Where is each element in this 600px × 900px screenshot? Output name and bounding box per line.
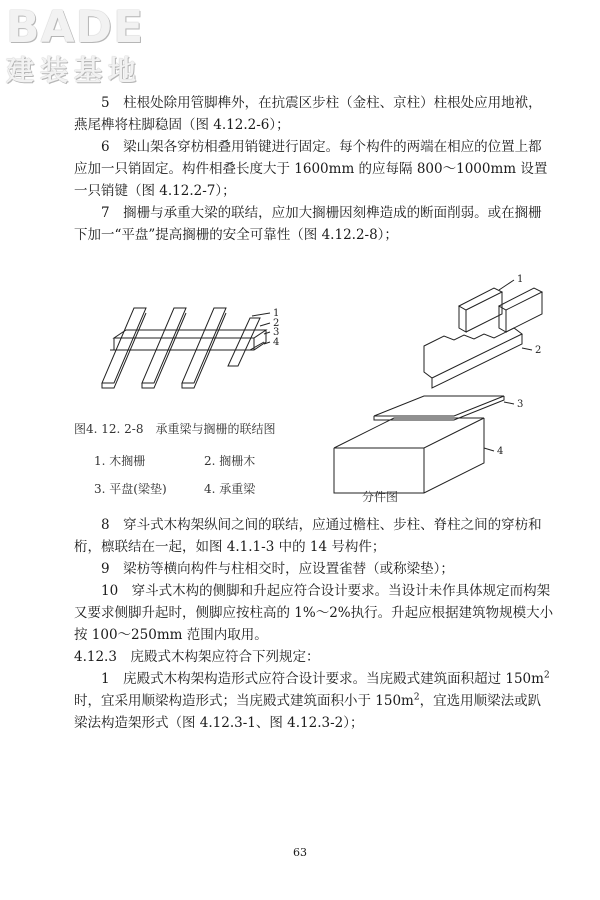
paragraph-8: 8 穿斗式木构架纵间之间的联结，应通过檐柱、步柱、脊柱之间的穿枋和桁，檩联结在一起，如图 4.1.1-3 中的 14 号构件； bbox=[74, 517, 542, 555]
part-notched bbox=[424, 328, 522, 388]
joist-4 bbox=[228, 318, 260, 366]
superscript-2a: 2 bbox=[543, 670, 550, 681]
callout-left-3: 3 bbox=[273, 327, 280, 338]
legend-1: 1. 木搁栅 bbox=[94, 454, 146, 468]
part-plate bbox=[374, 396, 504, 420]
figure-caption: 图4. 12. 2-8 承重梁与搁栅的联结图 bbox=[74, 422, 276, 436]
legend-4: 4. 承重梁 bbox=[204, 482, 256, 496]
paragraph-9: 9 梁枋等横向构件与柱相交时，应设置雀替（或称梁垫）； bbox=[101, 561, 454, 577]
callout-left-4: 4 bbox=[273, 337, 280, 348]
legend-3: 3. 平盘(梁垫) bbox=[94, 482, 167, 496]
logo-subtitle: 建装基地 bbox=[6, 54, 143, 87]
joint-diagram bbox=[74, 268, 554, 508]
callout-right-1: 1 bbox=[517, 274, 524, 285]
item1-text-a: 1 庑殿式木构架构造形式应符合设计要求。当庑殿式建筑面积超过 150m bbox=[101, 671, 544, 687]
section-heading: 4.12.3 庑殿式木构架应符合下列规定： bbox=[74, 649, 320, 665]
paragraph-5: 5 柱根处除用管脚榫外，在抗震区步柱（金柱、京柱）柱根处应用地袱，燕尾榫将柱脚稳固（图 4.12.2-6）； bbox=[74, 95, 542, 133]
item1-text-b: 时，宜采用顺梁构造形式；当庑殿式建筑面积小于 150m bbox=[74, 693, 414, 709]
callout-left-2: 2 bbox=[273, 318, 280, 329]
callout-right-3: 3 bbox=[517, 399, 524, 410]
page-number: 63 bbox=[293, 846, 307, 859]
part-joist-a bbox=[459, 288, 502, 332]
callout-left-1: 1 bbox=[273, 308, 280, 319]
top-paragraphs bbox=[74, 92, 554, 246]
watermark-logo bbox=[6, 4, 144, 88]
item1-text-c: ，宜选用顺梁法或趴梁法构造架形式（图 4.12.3-1、图 4.12.3-2）； bbox=[74, 693, 542, 731]
callout-right-4: 4 bbox=[497, 446, 504, 457]
joist-2 bbox=[142, 308, 186, 388]
bottom-paragraphs bbox=[74, 514, 554, 734]
joist-3 bbox=[182, 308, 226, 388]
figure-4-12-2-8 bbox=[74, 268, 554, 508]
part-beam bbox=[334, 418, 484, 493]
paragraph-10: 10 穿斗式木构的侧脚和升起应符合设计要求。当设计未作具体规定而构架又要求侧脚升起时，侧脚应按柱高的 1%～2%执行。升起应根据建筑物规模大小按 100～250mm 范围内取用。 bbox=[74, 583, 554, 643]
callout-right-2: 2 bbox=[535, 345, 542, 356]
part-joist-b bbox=[499, 288, 542, 332]
paragraph-6: 6 梁山架各穿枋相叠用销键进行固定。每个构件的两端在相应的位置上都应加一只销固定。构件相叠长度大于 1600mm 的应每隔 800～1000mm 设置一只销键（图 4.12.2-7）； bbox=[74, 139, 548, 199]
paragraph-7: 7 搁栅与承重大梁的联结，应加大搁栅因刻榫造成的断面削弱。或在搁栅下加一“平盘”提高搁栅的安全可靠性（图 4.12.2-8）； bbox=[74, 205, 542, 243]
paragraph-4-12-3-1 bbox=[74, 668, 554, 734]
logo-wordmark: BADE bbox=[6, 2, 145, 53]
legend-2: 2. 搁栅木 bbox=[204, 454, 256, 468]
joist-1 bbox=[102, 308, 146, 388]
parts-title: 分件图 bbox=[362, 490, 399, 504]
superscript-2b: 2 bbox=[413, 692, 420, 703]
